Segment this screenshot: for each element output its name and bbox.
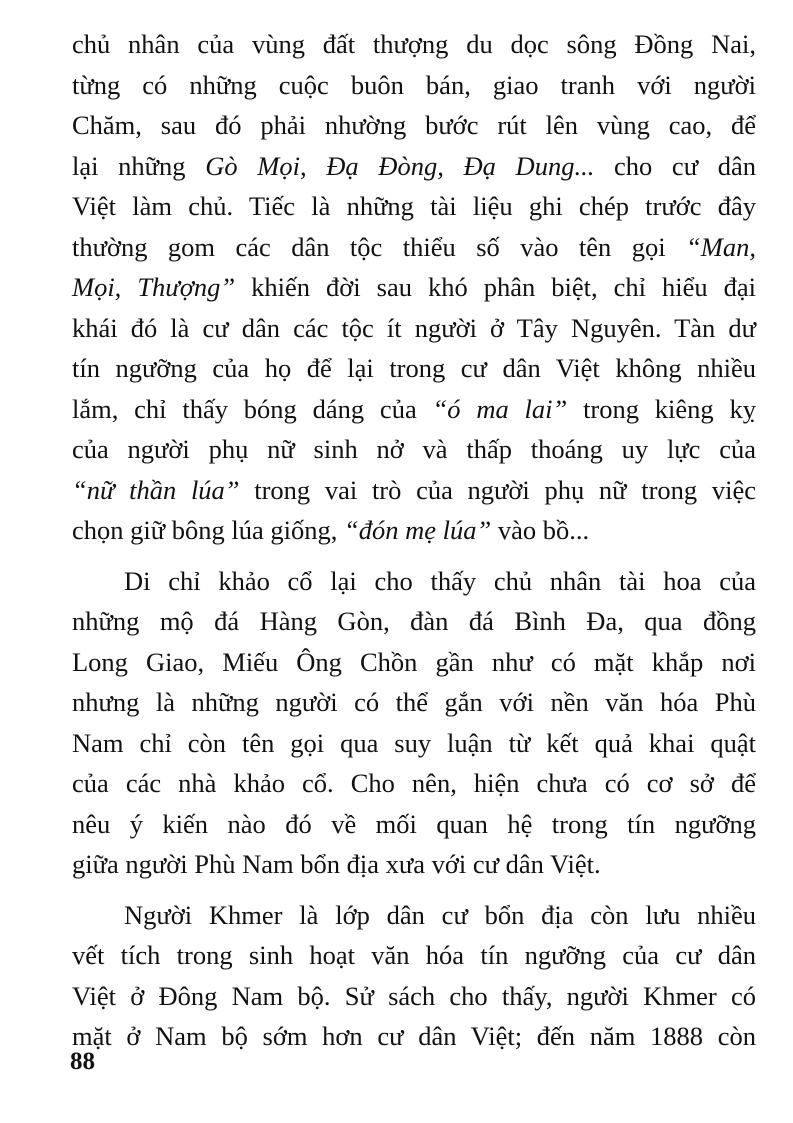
- text-segment: của người phụ nữ sinh nở và thấp thoáng uy lực của: [72, 434, 756, 464]
- text-line: [72, 804, 756, 845]
- paragraph: [72, 561, 756, 885]
- text-segment: thường gom các dân tộc thiểu số vào tên gọi: [72, 231, 687, 262]
- text-line: [72, 470, 756, 511]
- italic-text: “ó ma lai”: [432, 393, 568, 424]
- text-segment: của các nhà khảo cổ. Cho nên, hiện chưa có cơ sở để: [72, 768, 756, 798]
- text-segment: Người Khmer là lớp dân cư bổn địa còn lưu nhiều: [124, 899, 756, 930]
- text-segment: những mộ đá Hàng Gòn, đàn đá Bình Đa, qua đồng: [72, 606, 756, 636]
- text-line: [72, 227, 756, 268]
- text-segment: chủ nhân của vùng đất thượng du dọc sông Đồng Nai,: [72, 29, 756, 59]
- text-line: [72, 1016, 756, 1057]
- text-line: [72, 763, 756, 804]
- text-line: [72, 24, 756, 65]
- paragraph: [72, 24, 756, 551]
- text-line: [72, 65, 756, 106]
- text-line: [72, 723, 756, 764]
- italic-text: Mọi, Thượng”: [72, 272, 236, 302]
- text-line: [72, 146, 756, 187]
- italic-text: Gò Mọi, Đạ Đòng, Đạ Dung...: [205, 150, 595, 181]
- text-segment: trong kiêng kỵ: [567, 393, 756, 424]
- text-segment: trong vai trò của người phụ nữ trong việc: [239, 474, 756, 505]
- text-line: [72, 935, 756, 976]
- text-segment: chọn giữ bông lúa giống,: [72, 515, 344, 545]
- text-segment: lắm, chỉ thấy bóng dáng của: [72, 393, 433, 424]
- text-segment: giữa người Phù Nam bổn địa xưa với cư dân Việt.: [72, 849, 601, 879]
- text-line: [72, 389, 756, 430]
- text-line: [72, 308, 756, 349]
- text-segment: tín ngưỡng của họ để lại trong cư dân Việt không nhiều: [72, 353, 756, 383]
- text-segment: Việt làm chủ. Tiếc là những tài liệu ghi chép trước đây: [72, 191, 756, 221]
- text-line: [72, 976, 756, 1017]
- text-line: [72, 642, 756, 683]
- text-line: [72, 601, 756, 642]
- text-line: [72, 895, 756, 936]
- text-segment: Nam chỉ còn tên gọi qua suy luận từ kết quả khai quật: [72, 727, 756, 758]
- text-line: [72, 348, 756, 389]
- text-line: [72, 561, 756, 602]
- text-line: [72, 429, 756, 470]
- text-segment: vào bồ...: [491, 515, 590, 545]
- italic-text: “đón mẹ lúa”: [343, 515, 492, 545]
- text-segment: Di chỉ khảo cổ lại cho thấy chủ nhân tài hoa của: [124, 565, 756, 596]
- text-segment: mặt ở Nam bộ sớm hơn cư dân Việt; đến năm 1888 còn: [72, 1021, 756, 1051]
- text-segment: khái đó là cư dân các tộc ít người ở Tây Nguyên. Tàn dư: [72, 312, 756, 343]
- text-segment: Chăm, sau đó phải nhường bước rút lên vùng cao, để: [72, 110, 756, 140]
- text-segment: cho cư dân: [594, 150, 756, 181]
- italic-text: “nữ thần lúa”: [72, 474, 240, 505]
- text-segment: lại những: [72, 150, 206, 181]
- text-line: [72, 844, 756, 885]
- text-segment: từng có những cuộc buôn bán, giao tranh với người: [72, 69, 756, 100]
- text-segment: Việt ở Đông Nam bộ. Sử sách cho thấy, người Khmer có: [72, 980, 756, 1011]
- text-line: [72, 682, 756, 723]
- text-segment: nêu ý kiến nào đó về mối quan hệ trong tín ngưỡng: [72, 808, 756, 839]
- text-segment: nhưng là những người có thể gắn với nền văn hóa Phù: [72, 687, 756, 717]
- body-text: [72, 24, 756, 1067]
- text-line: [72, 186, 756, 227]
- italic-text: “Man,: [686, 231, 756, 262]
- page-number: 88: [70, 1048, 95, 1075]
- text-segment: vết tích trong sinh hoạt văn hóa tín ngưỡng của cư dân: [72, 940, 756, 970]
- text-segment: khiến đời sau khó phân biệt, chỉ hiểu đại: [235, 272, 756, 302]
- text-segment: Long Giao, Miếu Ông Chồn gần như có mặt khắp nơi: [72, 646, 756, 677]
- paragraph: [72, 895, 756, 1057]
- text-line: [72, 105, 756, 146]
- text-line: [72, 510, 756, 551]
- text-line: [72, 267, 756, 308]
